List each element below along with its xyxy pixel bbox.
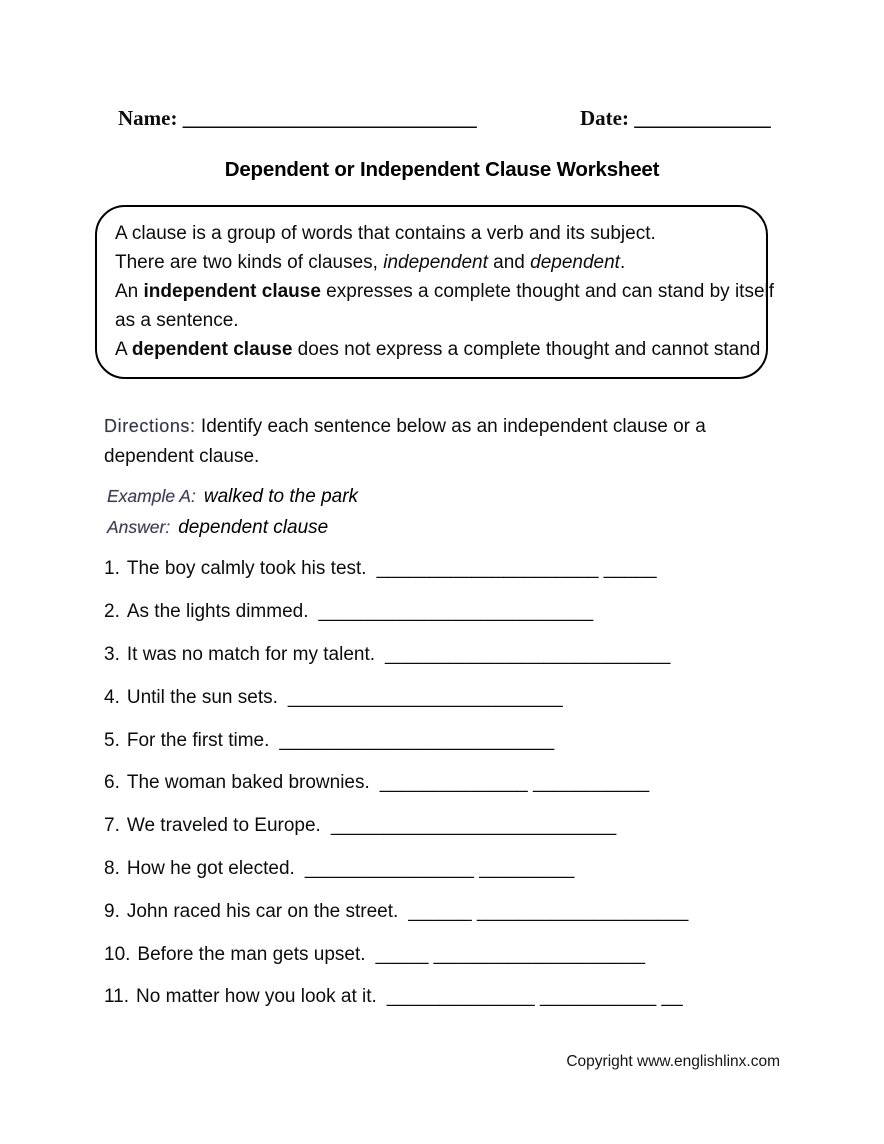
worksheet-items bbox=[104, 548, 824, 1019]
example-a-label: Example A: bbox=[107, 486, 196, 506]
worksheet-item bbox=[104, 634, 824, 677]
directions-label: Directions: bbox=[104, 416, 196, 436]
answer-blank: __________________________ bbox=[318, 601, 594, 623]
definition-box bbox=[95, 205, 775, 379]
item-text: We traveled to Europe. bbox=[126, 815, 321, 837]
definition-line-3: An independent clause expresses a complete thought and can stand by itself bbox=[115, 281, 775, 302]
item-number: 9. bbox=[104, 900, 120, 922]
directions-text: Identify each sentence below as an independent clause or a bbox=[195, 416, 706, 437]
date-blank: _____________ bbox=[634, 106, 771, 130]
directions-line-1 bbox=[104, 412, 784, 442]
item-text: For the first time. bbox=[126, 729, 270, 751]
worksheet-item bbox=[104, 890, 824, 933]
worksheet-item bbox=[104, 719, 824, 762]
directions bbox=[104, 412, 784, 471]
item-number: 5. bbox=[104, 729, 120, 751]
directions-line-2: dependent clause. bbox=[104, 445, 260, 467]
item-text: The boy calmly took his test. bbox=[126, 558, 367, 580]
name-blank: ____________________________ bbox=[182, 106, 477, 130]
worksheet-item bbox=[104, 762, 824, 805]
item-number: 2. bbox=[104, 601, 120, 623]
item-number: 6. bbox=[104, 772, 120, 794]
answer-blank: _____ ____________________ bbox=[375, 943, 646, 965]
item-number: 8. bbox=[104, 857, 120, 879]
header bbox=[0, 106, 884, 136]
worksheet-item bbox=[104, 976, 824, 1019]
item-number: 10. bbox=[104, 943, 131, 965]
item-text: Until the sun sets. bbox=[126, 686, 278, 708]
example-a-row bbox=[107, 481, 358, 512]
definition-line-2: There are two kinds of clauses, independent and dependent. bbox=[115, 252, 626, 273]
name-label: Name: bbox=[118, 106, 178, 130]
worksheet-item bbox=[104, 805, 824, 848]
item-number: 3. bbox=[104, 643, 120, 665]
definition-line-5: A dependent clause does not express a complete thought and cannot stand bbox=[115, 339, 761, 360]
worksheet-item bbox=[104, 676, 824, 719]
item-text: It was no match for my talent. bbox=[126, 643, 376, 665]
worksheet-item bbox=[104, 848, 824, 891]
answer-blank: ______________ ___________ bbox=[379, 772, 650, 794]
worksheet-item bbox=[104, 933, 824, 976]
answer-blank: ______ ____________________ bbox=[408, 900, 689, 922]
item-text: As the lights dimmed. bbox=[126, 601, 309, 623]
answer-blank: __________________________ bbox=[287, 686, 563, 708]
item-text: John raced his car on the street. bbox=[126, 900, 399, 922]
answer-blank: __________________________ bbox=[279, 729, 555, 751]
date-field bbox=[580, 106, 771, 131]
answer-row bbox=[107, 512, 358, 543]
answer-blank: ________________ _________ bbox=[304, 857, 575, 879]
name-field bbox=[118, 106, 477, 131]
answer-blank: ___________________________ bbox=[330, 815, 617, 837]
answer-blank: ___________________________ bbox=[385, 643, 671, 665]
item-text: The woman baked brownies. bbox=[126, 772, 370, 794]
item-number: 1. bbox=[104, 558, 120, 580]
item-number: 7. bbox=[104, 815, 120, 837]
item-text: No matter how you look at it. bbox=[136, 986, 377, 1008]
definition-line-1: A clause is a group of words that contains a verb and its subject. bbox=[115, 223, 656, 244]
date-label: Date: bbox=[580, 106, 629, 130]
item-text: How he got elected. bbox=[126, 857, 295, 879]
answer-blank: _____________________ _____ bbox=[376, 558, 657, 580]
item-number: 11. bbox=[104, 986, 130, 1008]
worksheet-item bbox=[104, 548, 824, 591]
page-title: Dependent or Independent Clause Worksheet bbox=[224, 158, 660, 181]
answer-blank: ______________ ___________ __ bbox=[386, 986, 683, 1008]
answer-text: dependent clause bbox=[178, 517, 329, 538]
definition-line-4: as a sentence. bbox=[115, 310, 239, 331]
answer-label: Answer: bbox=[107, 517, 171, 537]
footer-copyright: Copyright www.englishlinx.com bbox=[566, 1053, 780, 1070]
item-number: 4. bbox=[104, 686, 120, 708]
example-block bbox=[107, 481, 358, 543]
item-text: Before the man gets upset. bbox=[137, 943, 366, 965]
worksheet-item bbox=[104, 591, 824, 634]
example-a-text: walked to the park bbox=[203, 486, 359, 507]
